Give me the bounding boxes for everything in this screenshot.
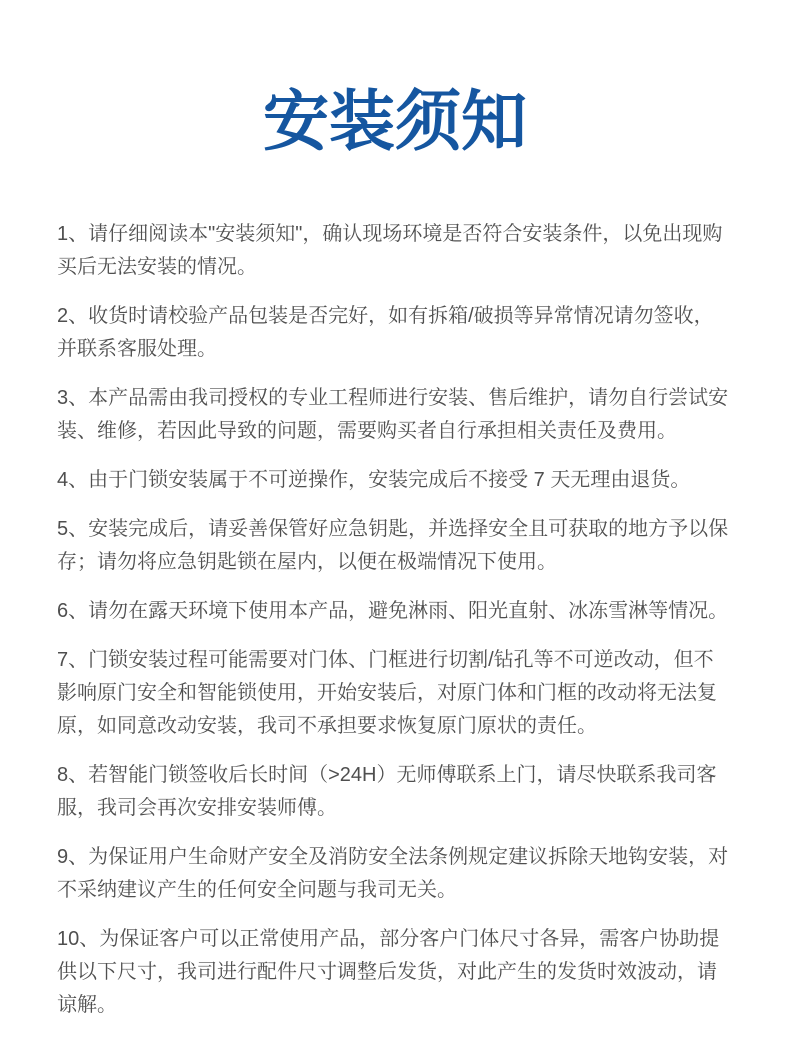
notice-item-9: 9、为保证用户生命财产安全及消防安全法条例规定建议拆除天地钩安装，对不采纳建议产生的任何安全问题与我司无关。 xyxy=(57,846,729,901)
notice-list xyxy=(0,218,790,1022)
page-title: 安装须知 xyxy=(263,84,527,158)
notice-item-5: 5、安装完成后，请妥善保管好应急钥匙，并选择安全且可获取的地方予以保存；请勿将应急钥匙锁在屋内，以便在极端情况下使用。 xyxy=(57,518,729,573)
notice-item-10: 10、为保证客户可以正常使用产品，部分客户门体尺寸各异，需客户协助提供以下尺寸，我司进行配件尺寸调整后发货，对此产生的发货时效波动，请谅解。 xyxy=(57,928,720,1016)
notice-item-4: 4、由于门锁安装属于不可逆操作，安装完成后不接受 7 天无理由退货。 xyxy=(57,469,691,491)
notice-item-2: 2、收货时请校验产品包装是否完好，如有拆箱/破损等异常情况请勿签收，并联系客服处理。 xyxy=(57,305,714,360)
notice-item-1: 1、请仔细阅读本"安装须知"，确认现场环境是否符合安装条件，以免出现购买后无法安装的情况。 xyxy=(57,223,723,278)
notice-item-3: 3、本产品需由我司授权的专业工程师进行安装、售后维护，请勿自行尝试安装、维修，若因此导致的问题，需要购买者自行承担相关责任及费用。 xyxy=(57,387,729,442)
notice-item-8: 8、若智能门锁签收后长时间（>24H）无师傅联系上门，请尽快联系我司客服，我司会再次安排安装师傅。 xyxy=(57,764,717,819)
notice-item-7: 7、门锁安装过程可能需要对门体、门框进行切割/钻孔等不可逆改动，但不影响原门安全和智能锁使用，开始安装后，对原门体和门框的改动将无法复原，如同意改动安装，我司不承担要求恢复原门原状的责任。 xyxy=(57,649,717,737)
notice-item-6: 6、请勿在露天环境下使用本产品，避免淋雨、阳光直射、冰冻雪淋等情况。 xyxy=(57,600,729,622)
